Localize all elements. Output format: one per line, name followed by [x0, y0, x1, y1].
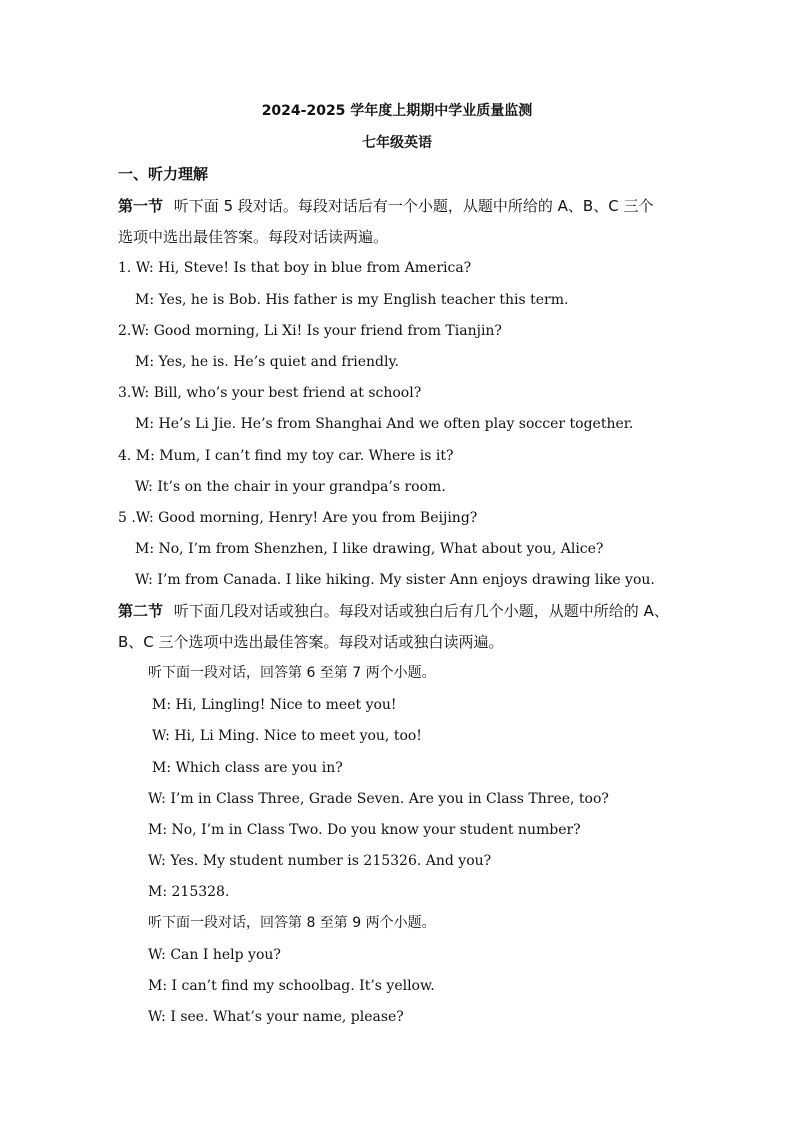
dialog-3-line-2: M: He’s Li Jie. He’s from Shanghai And we often play soccer together. — [135, 416, 634, 432]
dialog-3-line-1: 3.W: Bill, who’s your best friend at school? — [118, 385, 422, 401]
dialog-2-line-1: 2.W: Good morning, Li Xi! Is your friend from Tianjin? — [118, 323, 502, 339]
sec1-instruction-text: 听下面 5 段对话。每段对话后有一个小题，从题中所给的 A、B、C 三个 — [173, 197, 654, 215]
dialog-4-line-2: W: It’s on the chair in your grandpa’s room. — [135, 479, 446, 495]
exam-title: 2024-2025 学年度上期期中学业质量监测 — [261, 103, 533, 119]
dialog-5-line-2: M: No, I’m from Shenzhen, I like drawing, What about you, Alice? — [135, 541, 604, 557]
convo1-line-1: M: Hi, Lingling! Nice to meet you! — [152, 697, 397, 713]
convo2-line-2: M: I can’t find my schoolbag. It’s yellow. — [148, 978, 435, 994]
exam-subtitle: 七年级英语 — [362, 135, 432, 151]
dialog-1-line-2: M: Yes, he is Bob. His father is my English teacher this term. — [135, 292, 569, 308]
dialog-2-line-2: M: Yes, he is. He’s quiet and friendly. — [135, 354, 399, 370]
sec1-instruction-line1 — [118, 196, 653, 216]
sec2-instruction-line1 — [118, 601, 669, 621]
convo1-line-4: W: I’m in Class Three, Grade Seven. Are you in Class Three, too? — [148, 791, 609, 807]
convo1-intro: 听下面一段对话，回答第 6 至第 7 两个小题。 — [148, 665, 436, 681]
section-heading-listening: 一、听力理解 — [118, 165, 209, 183]
convo2-line-1: W: Can I help you? — [148, 947, 281, 963]
convo2-line-3: W: I see. What’s your name, please? — [148, 1009, 404, 1025]
convo1-line-5: M: No, I’m in Class Two. Do you know your student number? — [148, 822, 581, 838]
sec2-label: 第二节 — [118, 602, 164, 620]
convo1-line-3: M: Which class are you in? — [152, 760, 343, 776]
convo1-line-7: M: 215328. — [148, 884, 230, 900]
sec2-instruction-text: 听下面几段对话或独白。每段对话或独白后有几个小题，从题中所给的 A、 — [173, 602, 669, 620]
dialog-4-line-1: 4. M: Mum, I can’t find my toy car. Where is it? — [118, 448, 454, 464]
dialog-5-line-3: W: I’m from Canada. I like hiking. My sister Ann enjoys drawing like you. — [135, 572, 655, 588]
dialog-1-line-1: 1. W: Hi, Steve! Is that boy in blue from America? — [118, 260, 472, 276]
convo1-line-6: W: Yes. My student number is 215326. And you? — [148, 853, 492, 869]
sec1-label: 第一节 — [118, 197, 164, 215]
convo2-intro: 听下面一段对话，回答第 8 至第 9 两个小题。 — [148, 915, 436, 931]
sec1-instruction-line2: 选项中选出最佳答案。每段对话读两遍。 — [118, 228, 389, 246]
dialog-5-line-1: 5 .W: Good morning, Henry! Are you from Beijing? — [118, 510, 478, 526]
convo1-line-2: W: Hi, Li Ming. Nice to meet you, too! — [152, 728, 422, 744]
sec2-instruction-line2: B、C 三个选项中选出最佳答案。每段对话或独白读两遍。 — [118, 633, 504, 651]
